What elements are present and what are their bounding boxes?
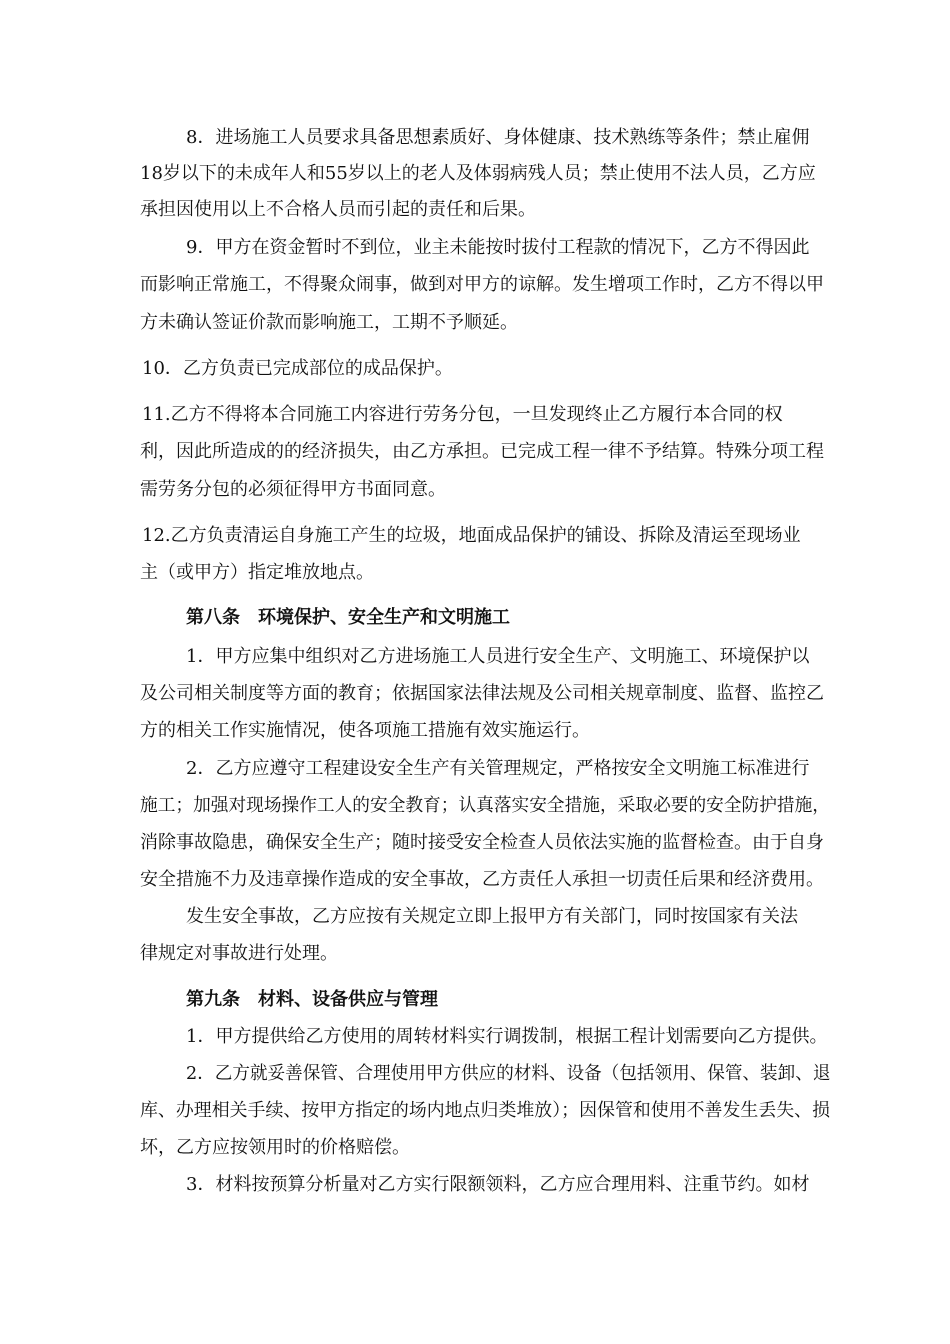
text-line: 8．进场施工人员要求具备思想素质好、身体健康、技术熟练等条件；禁止雇佣 — [186, 127, 810, 148]
text-line: 施工；加强对现场操作工人的安全教育；认真落实安全措施，采取必要的安全防护措施， — [140, 795, 830, 816]
text-line: 方的相关工作实施情况，使各项施工措施有效实施运行。 — [140, 720, 590, 741]
text-line: 1．甲方应集中组织对乙方进场施工人员进行安全生产、文明施工、环境保护以 — [186, 646, 810, 667]
text-line: 18岁以下的未成年人和55岁以上的老人及体弱病残人员；禁止使用不法人员，乙方应 — [140, 163, 816, 184]
text-line: 1．甲方提供给乙方使用的周转材料实行调拨制，根据工程计划需要向乙方提供。 — [186, 1026, 828, 1047]
text-line: 主（或甲方）指定堆放地点。 — [140, 562, 374, 583]
text-line: 发生安全事故，乙方应按有关规定立即上报甲方有关部门，同时按国家有关法 — [186, 906, 798, 927]
text-line: 安全措施不力及违章操作造成的安全事故，乙方责任人承担一切责任后果和经济费用。 — [140, 869, 824, 890]
text-line: 10．乙方负责已完成部位的成品保护。 — [142, 358, 453, 379]
text-line: 库、办理相关手续、按甲方指定的场内地点归类堆放）；因保管和使用不善发生丢失、损 — [140, 1100, 831, 1121]
text-line: 消除事故隐患，确保安全生产；随时接受安全检查人员依法实施的监督检查。由于自身 — [140, 832, 824, 853]
text-line: 律规定对事故进行处理。 — [140, 943, 338, 964]
text-line: 承担因使用以上不合格人员而引起的责任和后果。 — [140, 199, 536, 220]
text-line: 9．甲方在资金暂时不到位，业主未能按时拔付工程款的情况下，乙方不得因此 — [186, 237, 810, 258]
text-line: 2．乙方就妥善保管、合理使用甲方供应的材料、设备（包括领用、保管、装卸、退 — [186, 1063, 831, 1084]
text-line: 而影响正常施工，不得聚众闹事，做到对甲方的谅解。发生增项工作时，乙方不得以甲 — [140, 274, 824, 295]
text-line: 12.乙方负责清运自身施工产生的垃圾，地面成品保护的铺设、拆除及清运至现场业 — [142, 525, 801, 546]
text-line: 坏，乙方应按领用时的价格赔偿。 — [140, 1137, 410, 1158]
text-line: 利，因此所造成的的经济损失，由乙方承担。已完成工程一律不予结算。特殊分项工程 — [140, 441, 824, 462]
text-line: 3．材料按预算分析量对乙方实行限额领料，乙方应合理用料、注重节约。如材 — [186, 1174, 810, 1195]
section-heading: 第九条 材料、设备供应与管理 — [186, 989, 438, 1010]
text-line: 方未确认签证价款而影响施工，工期不予顺延。 — [140, 312, 518, 333]
text-line: 11.乙方不得将本合同施工内容进行劳务分包，一旦发现终止乙方履行本合同的权 — [142, 404, 783, 425]
text-line: 及公司相关制度等方面的教育；依据国家法律法规及公司相关规章制度、监督、监控乙 — [140, 683, 824, 704]
text-line: 2．乙方应遵守工程建设安全生产有关管理规定，严格按安全文明施工标准进行 — [186, 758, 810, 779]
section-heading: 第八条 环境保护、安全生产和文明施工 — [186, 607, 510, 628]
text-line: 需劳务分包的必须征得甲方书面同意。 — [140, 479, 446, 500]
